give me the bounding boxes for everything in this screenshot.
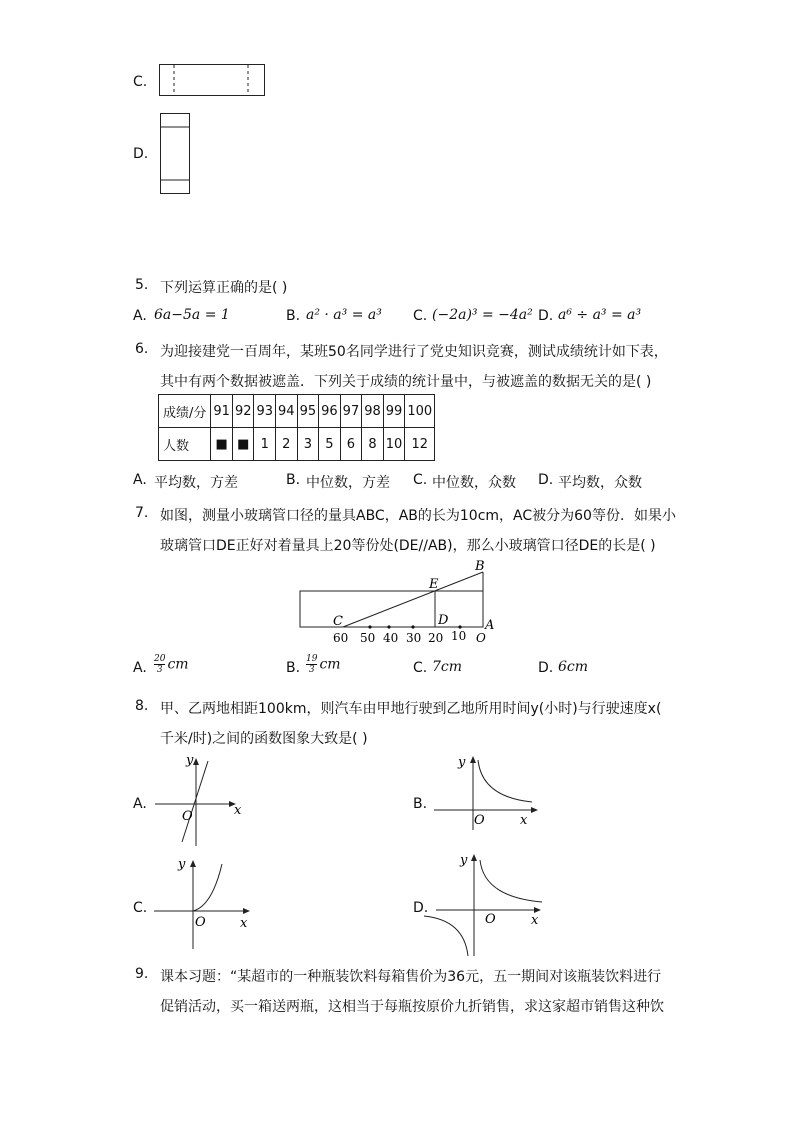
table-cell: 91 <box>211 395 233 428</box>
q8-c-x-label: x <box>240 916 248 931</box>
table-cell: 10 <box>383 428 405 461</box>
q7-number: 7. <box>135 505 149 521</box>
q4-option-d-figure <box>160 113 192 197</box>
q5-option-a-label: A. <box>133 308 147 324</box>
q8-graph-a <box>150 754 250 854</box>
q7-line2: 玻璃管口DE正好对着量具上20等份处(DE//AB)，那么小玻璃管口径DE的长是( ) <box>160 538 656 554</box>
q9-line2: 促销活动，买一箱送两瓶，这相当于每瓶按原价九折销售，求这家超市销售这种饮 <box>160 999 664 1015</box>
q8-line1: 甲、乙两地相距100km，则汽车由甲地行驶到乙地所用时间y(小时)与行驶速度x( <box>160 701 662 717</box>
q7-option-b-numerator: 19 <box>306 654 318 664</box>
q8-d-y-label: y <box>460 853 468 868</box>
q7-option-a-value <box>154 654 189 675</box>
q5-option-b-text: a² · a³ = a³ <box>306 307 382 323</box>
table-cell: 2 <box>276 428 298 461</box>
q6-line1: 为迎接建党一百周年，某班50名同学进行了党史知识竞赛，测试成绩统计如下表， <box>160 344 668 360</box>
q5-option-a-text: 6a−5a = 1 <box>154 307 230 323</box>
q6-line2: 其中有两个数据被遮盖．下列关于成绩的统计量中，与被遮盖的数据无关的是( ) <box>160 374 652 390</box>
q8-option-c-label: C. <box>133 900 148 916</box>
table-cell: 6 <box>340 428 362 461</box>
q6-option-b-label: B. <box>286 472 301 488</box>
table-cell: 95 <box>297 395 319 428</box>
q8-option-b-label: B. <box>413 796 428 812</box>
q6-option-c-label: C. <box>413 472 428 488</box>
q8-b-y-label: y <box>458 755 466 770</box>
q5-option-d-text: a⁶ ÷ a³ = a³ <box>558 307 642 323</box>
table-cell: 8 <box>362 428 384 461</box>
q5-option-d-label: D. <box>538 308 554 324</box>
q8-c-origin: O <box>195 915 206 930</box>
q8-graph-b <box>432 752 542 832</box>
q7-option-a-unit: cm <box>167 656 189 673</box>
q7-figure <box>298 558 508 648</box>
table-cell: 12 <box>405 428 435 461</box>
q8-a-y-label: y <box>186 753 194 768</box>
table-cell: 97 <box>340 395 362 428</box>
q4-option-d-label: D. <box>133 146 149 162</box>
q7-tick-30: 30 <box>406 631 422 645</box>
q7-point-d: D <box>438 613 449 628</box>
q6-number: 6. <box>135 341 149 357</box>
table-row <box>159 395 435 428</box>
q7-tick-60: 60 <box>333 631 349 645</box>
table-cell: 92 <box>232 395 254 428</box>
q7-option-d-text: 6cm <box>558 659 589 675</box>
q7-tick-40: 40 <box>383 631 399 645</box>
q6-option-d-label: D. <box>538 472 554 488</box>
q8-graph-d <box>434 850 548 960</box>
q7-line1: 如图，测量小玻璃管口径的量具ABC，AB的长为10cm，AC被分为60等份．如果小 <box>160 508 676 524</box>
q8-option-a-label: A. <box>133 796 147 812</box>
table-row <box>159 428 435 461</box>
q8-a-origin: O <box>182 809 193 824</box>
q4-option-c-label: C. <box>133 74 148 90</box>
table-cell-masked: ■ <box>211 428 233 461</box>
q7-option-a-denominator: 3 <box>156 665 163 675</box>
q6-option-a-text: 平均数，方差 <box>154 475 238 491</box>
q6-option-c-text: 中位数，众数 <box>432 475 516 491</box>
q7-option-a-label: A. <box>133 660 147 676</box>
q9-line1: 课本习题：“某超市的一种瓶装饮料每箱售价为36元，五一期间对该瓶装饮料进行 <box>160 969 662 985</box>
q7-option-a-numerator: 20 <box>154 654 166 664</box>
q5-option-c-text: (−2a)³ = −4a² <box>432 307 533 323</box>
q6-option-b-text: 中位数，方差 <box>306 475 390 491</box>
q8-c-y-label: y <box>178 857 186 872</box>
q7-point-c: C <box>333 614 343 629</box>
q7-option-d-label: D. <box>538 660 554 676</box>
table-cell: 99 <box>383 395 405 428</box>
q7-option-b-unit: cm <box>319 656 341 673</box>
q6-option-d-text: 平均数，众数 <box>558 475 642 491</box>
q7-option-b-denominator: 3 <box>308 665 315 675</box>
q7-option-c-text: 7cm <box>432 659 463 675</box>
q5-option-b-label: B. <box>286 308 301 324</box>
q7-tick-20: 20 <box>428 631 444 645</box>
q7-tick-50: 50 <box>360 631 376 645</box>
q8-b-x-label: x <box>520 813 528 828</box>
q5-stem: 下列运算正确的是( ) <box>160 280 288 296</box>
q7-option-b-value <box>306 654 341 675</box>
q7-option-c-label: C. <box>413 660 428 676</box>
q8-d-origin: O <box>485 912 496 927</box>
table-cell: 98 <box>362 395 384 428</box>
q8-graph-c <box>152 854 256 954</box>
q7-point-e: E <box>429 577 439 592</box>
q8-line2: 千米/时)之间的函数图象大致是( ) <box>160 731 368 747</box>
q8-b-origin: O <box>474 813 485 828</box>
table-cell: 94 <box>276 395 298 428</box>
table-header-score: 成绩/分 <box>159 395 211 428</box>
table-cell-masked: ■ <box>232 428 254 461</box>
q7-tick-o: O <box>476 631 486 645</box>
q5-number: 5. <box>135 277 149 293</box>
q6-score-table <box>158 394 435 461</box>
table-cell: 3 <box>297 428 319 461</box>
q9-number: 9. <box>135 966 149 982</box>
table-cell: 100 <box>405 395 435 428</box>
q8-option-d-label: D. <box>413 900 429 916</box>
q8-number: 8. <box>135 698 149 714</box>
q7-point-b: B <box>475 559 485 574</box>
table-cell: 1 <box>254 428 276 461</box>
q8-a-x-label: x <box>234 803 242 818</box>
q6-option-a-label: A. <box>133 472 147 488</box>
q7-point-a: A <box>485 618 495 633</box>
table-header-count: 人数 <box>159 428 211 461</box>
q8-d-x-label: x <box>531 913 539 928</box>
q4-option-c-figure <box>159 64 267 98</box>
table-cell: 96 <box>319 395 341 428</box>
table-cell: 93 <box>254 395 276 428</box>
q5-option-c-label: C. <box>413 308 428 324</box>
table-cell: 5 <box>319 428 341 461</box>
q7-option-b-label: B. <box>286 660 301 676</box>
q7-tick-10: 10 <box>451 629 467 643</box>
